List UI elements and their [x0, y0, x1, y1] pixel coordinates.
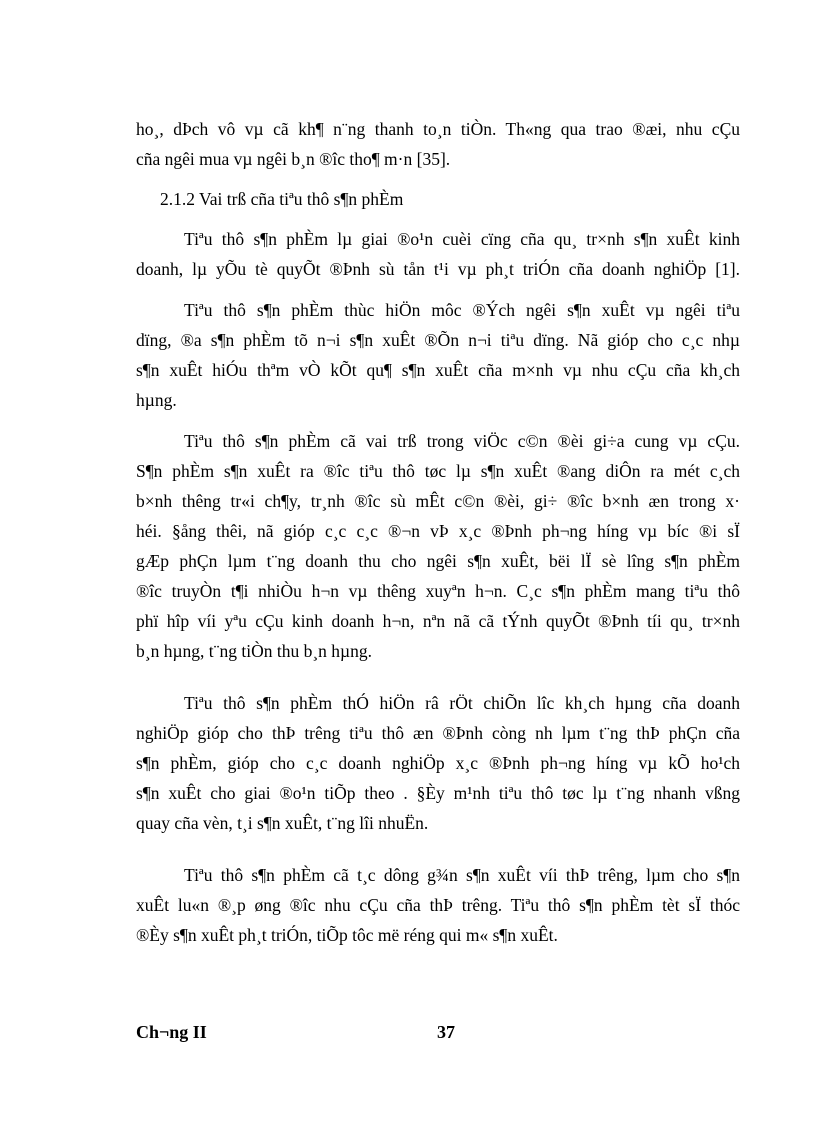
paragraph-line: Tiªu thô s¶n phÈm cã vai trß trong viÖc c©n ®èi gi÷a cung vµ cÇu. [184, 431, 740, 451]
paragraph-line: quay cña vèn, t¸i s¶n xuÊt, t¨ng lîi nhuËn. [136, 813, 429, 833]
paragraph-line: xuÊt lu«n ®¸p øng ®îc nhu cÇu cña thÞ trêng. Tiªu thô s¶n phÈm tèt sÏ thóc [136, 895, 740, 915]
paragraph-line: Tiªu thô s¶n phÈm lµ giai ®o¹n cuèi cïng cña qu¸ tr×nh s¶n xuÊt kinh [184, 229, 740, 249]
paragraph-line: phï hîp víi yªu cÇu kinh doanh h¬n, nªn nã cã tÝnh quyÕt ®Þnh tíi qu¸ tr×nh [136, 611, 740, 631]
paragraph-line: b×nh thêng tr«i ch¶y, tr¸nh ®îc sù mÊt c©n ®èi, gi÷ ®îc b×nh æn trong x· [136, 491, 740, 511]
paragraph-line: nghiÖp gióp cho thÞ trêng tiªu thô æn ®Þnh còng nh lµm t¨ng thÞ phÇn cña [136, 723, 740, 743]
paragraph-line: hµng. [136, 390, 177, 410]
paragraph-line: Tiªu thô s¶n phÈm thùc hiÖn môc ®Ých ngêi s¶n xuÊt vµ ngêi tiªu [184, 300, 740, 320]
paragraph-line: s¶n xuÊt cho giai ®o¹n tiÕp theo . §Èy m¹nh tiªu thô tøc lµ t¨ng nhanh vßng [136, 783, 740, 803]
paragraph-line: cña ngêi mua vµ ngêi b¸n ®îc tho¶ m·n [35]. [136, 149, 451, 169]
paragraph-line: b¸n hµng, t¨ng tiÒn thu b¸n hµng. [136, 641, 372, 661]
section-heading: 2.1.2 Vai trß cña tiªu thô s¶n phÈm [160, 189, 404, 209]
paragraph-line: Tiªu thô s¶n phÈm thÓ hiÖn râ rÖt chiÕn lîc kh¸ch hµng cña doanh [184, 693, 740, 713]
footer-page-number: 37 [437, 1022, 455, 1042]
paragraph-line: Tiªu thô s¶n phÈm cã t¸c dông g¾n s¶n xuÊt víi thÞ trêng, lµm cho s¶n [184, 865, 740, 885]
paragraph-line: S¶n phÈm s¶n xuÊt ra ®îc tiªu thô tøc lµ s¶n xuÊt ®ang diÔn ra mét c¸ch [136, 461, 740, 481]
paragraph-line: s¶n xuÊt hiÓu thªm vÒ kÕt qu¶ s¶n xuÊt cña m×nh vµ nhu cÇu cña kh¸ch [136, 360, 740, 380]
paragraph-line: ®îc truyÒn t¶i nhiÒu h¬n vµ thêng xuyªn h¬n. C¸c s¶n phÈm mang tiªu thô [136, 581, 740, 601]
paragraph-line: doanh, lµ yÕu tè quyÕt ®Þnh sù tån t¹i vµ ph¸t triÓn cña doanh nghiÖp [1]. [136, 259, 740, 279]
footer-chapter-label: Ch¬ng II [136, 1022, 207, 1042]
paragraph-line: ®Èy s¶n xuÊt ph¸t triÓn, tiÕp tôc më réng qui m« s¶n xuÊt. [136, 925, 558, 945]
paragraph-line: s¶n phÈm, gióp cho c¸c doanh nghiÖp x¸c ®Þnh ph¬ng híng vµ kÕ ho¹ch [136, 753, 740, 773]
paragraph-line: héi. §ång thêi, nã gióp c¸c c¸c ®¬n vÞ x¸c ®Þnh ph¬ng híng vµ bíc ®i sÏ [136, 521, 740, 541]
paragraph-line: ho¸, dÞch vô vµ cã kh¶ n¨ng thanh to¸n tiÒn. Th«ng qua trao ®æi, nhu cÇu [136, 119, 740, 139]
paragraph-line: gÆp phÇn lµm t¨ng doanh thu cho ngêi s¶n xuÊt, bëi lÏ sè lîng s¶n phÈm [136, 551, 740, 571]
paragraph-line: dïng, ®a s¶n phÈm tõ n¬i s¶n xuÊt ®Õn n¬i tiªu dïng. Nã gióp cho c¸c nhµ [136, 330, 740, 350]
